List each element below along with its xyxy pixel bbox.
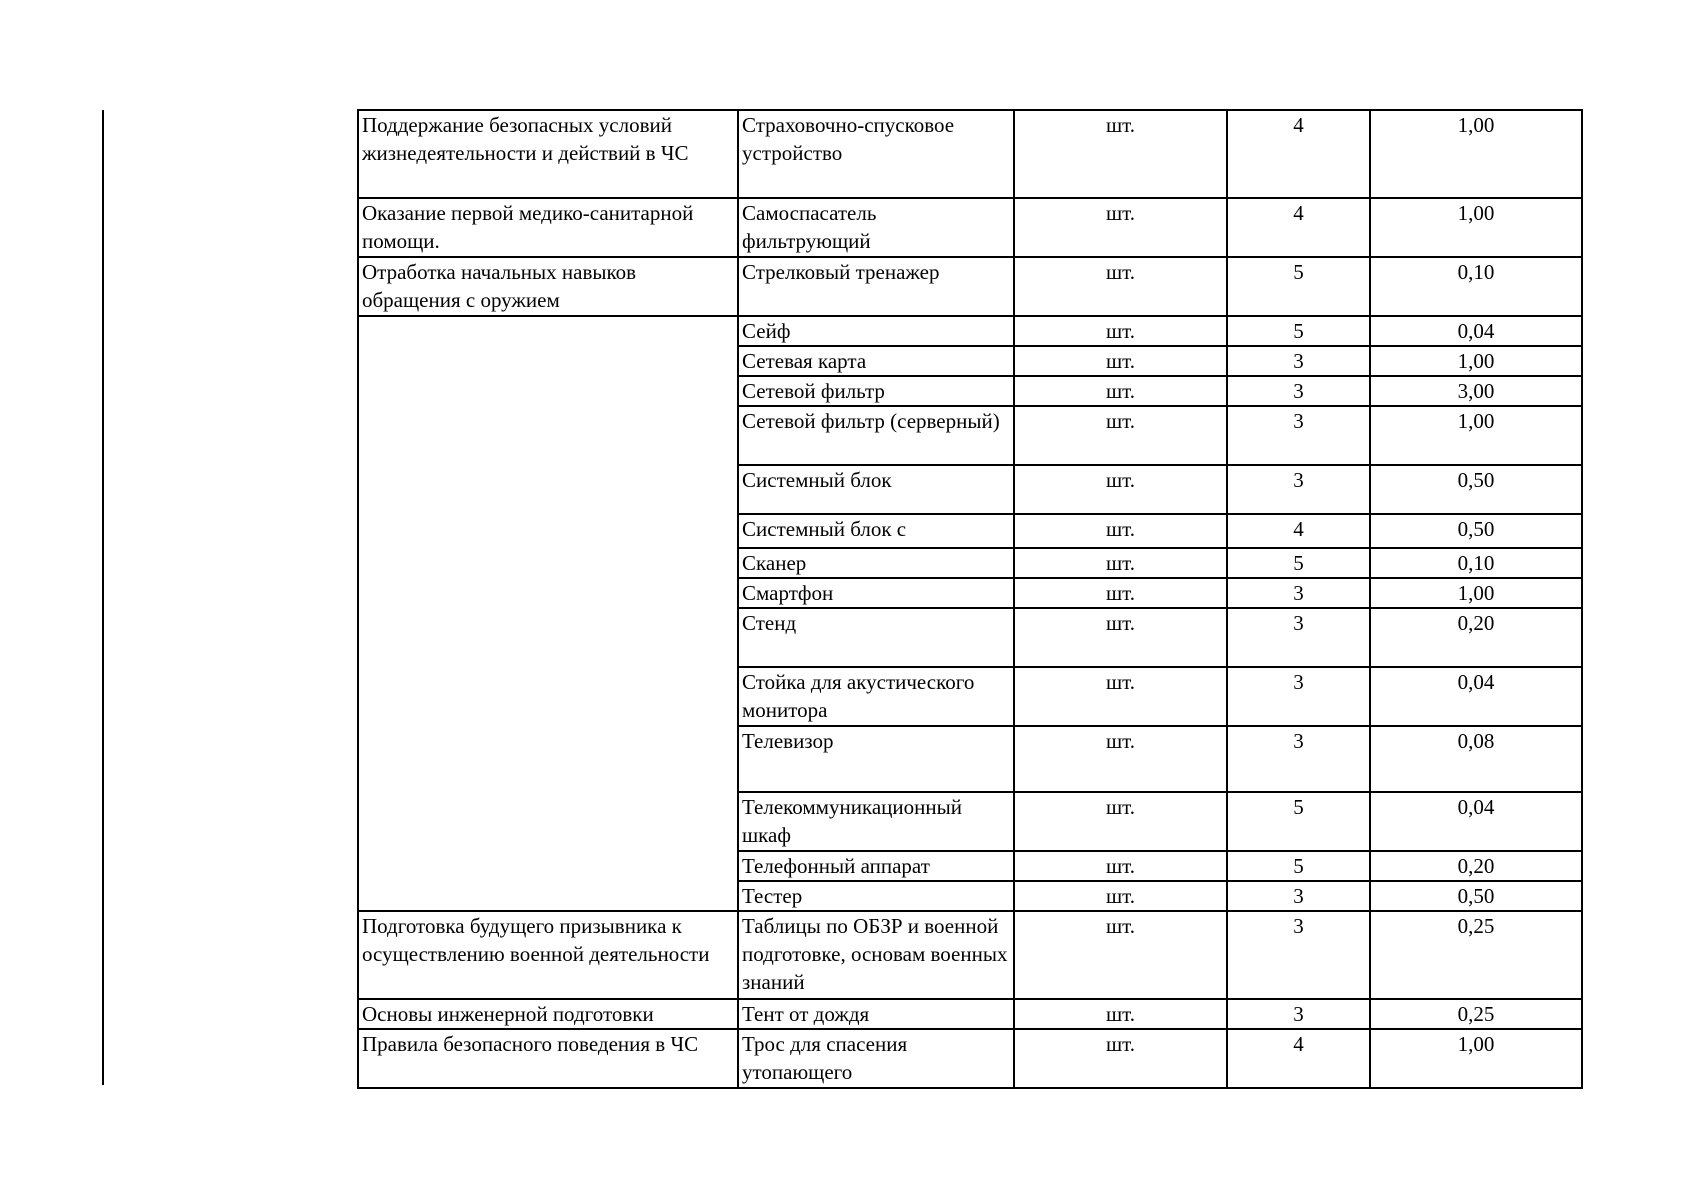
coefficient-cell: 3,00 bbox=[1370, 376, 1582, 406]
left-margin-line bbox=[102, 110, 104, 1085]
unit-cell: шт. bbox=[1014, 376, 1227, 406]
item-name-cell: Смартфон bbox=[738, 578, 1014, 608]
coefficient-cell: 1,00 bbox=[1370, 198, 1582, 257]
item-name-cell: Трос для спасения утопающего bbox=[738, 1029, 1014, 1088]
coefficient-cell: 0,25 bbox=[1370, 911, 1582, 999]
unit-cell: шт. bbox=[1014, 1029, 1227, 1088]
item-name-cell: Стенд bbox=[738, 608, 1014, 667]
table-row bbox=[358, 110, 1582, 198]
quantity-cell: 5 bbox=[1227, 851, 1370, 881]
quantity-cell: 3 bbox=[1227, 578, 1370, 608]
unit-cell: шт. bbox=[1014, 346, 1227, 376]
coefficient-cell: 0,50 bbox=[1370, 881, 1582, 911]
table-row bbox=[358, 1029, 1582, 1088]
unit-cell: шт. bbox=[1014, 608, 1227, 667]
coefficient-cell: 0,08 bbox=[1370, 726, 1582, 792]
quantity-cell: 3 bbox=[1227, 881, 1370, 911]
coefficient-cell: 0,04 bbox=[1370, 792, 1582, 851]
activity-cell: Поддержание безопасных условий жизнедеятельности и действий в ЧС bbox=[358, 110, 738, 198]
item-name-cell: Сетевой фильтр (серверный) bbox=[738, 406, 1014, 465]
quantity-cell: 5 bbox=[1227, 792, 1370, 851]
coefficient-cell: 0,20 bbox=[1370, 608, 1582, 667]
quantity-cell: 3 bbox=[1227, 465, 1370, 514]
unit-cell: шт. bbox=[1014, 667, 1227, 726]
unit-cell: шт. bbox=[1014, 999, 1227, 1029]
item-name-cell: Стойка для акустического монитора bbox=[738, 667, 1014, 726]
item-name-cell: Стрелковый тренажер bbox=[738, 257, 1014, 316]
unit-cell: шт. bbox=[1014, 578, 1227, 608]
coefficient-cell: 0,10 bbox=[1370, 257, 1582, 316]
item-name-cell: Системный блок bbox=[738, 465, 1014, 514]
unit-cell: шт. bbox=[1014, 851, 1227, 881]
quantity-cell: 5 bbox=[1227, 316, 1370, 346]
table-row bbox=[358, 198, 1582, 257]
equipment-table bbox=[357, 109, 1583, 1089]
quantity-cell: 4 bbox=[1227, 198, 1370, 257]
quantity-cell: 4 bbox=[1227, 1029, 1370, 1088]
item-name-cell: Страховочно-спусковое устройство bbox=[738, 110, 1014, 198]
item-name-cell: Системный блок с bbox=[738, 514, 1014, 548]
unit-cell: шт. bbox=[1014, 911, 1227, 999]
coefficient-cell: 0,25 bbox=[1370, 999, 1582, 1029]
activity-cell: Подготовка будущего призывника к осуществлению военной деятельности bbox=[358, 911, 738, 999]
coefficient-cell: 0,10 bbox=[1370, 548, 1582, 578]
quantity-cell: 5 bbox=[1227, 257, 1370, 316]
quantity-cell: 3 bbox=[1227, 346, 1370, 376]
activity-cell: Оказание первой медико-санитарной помощи. bbox=[358, 198, 738, 257]
coefficient-cell: 1,00 bbox=[1370, 406, 1582, 465]
unit-cell: шт. bbox=[1014, 316, 1227, 346]
item-name-cell: Телекоммуникационный шкаф bbox=[738, 792, 1014, 851]
table-row bbox=[358, 911, 1582, 999]
coefficient-cell: 0,50 bbox=[1370, 514, 1582, 548]
unit-cell: шт. bbox=[1014, 257, 1227, 316]
item-name-cell: Тестер bbox=[738, 881, 1014, 911]
item-name-cell: Сейф bbox=[738, 316, 1014, 346]
activity-cell: Отработка начальных навыков обращения с оружием bbox=[358, 257, 738, 316]
coefficient-cell: 1,00 bbox=[1370, 1029, 1582, 1088]
unit-cell: шт. bbox=[1014, 881, 1227, 911]
quantity-cell: 3 bbox=[1227, 608, 1370, 667]
table-row bbox=[358, 316, 1582, 346]
coefficient-cell: 0,04 bbox=[1370, 667, 1582, 726]
quantity-cell: 3 bbox=[1227, 911, 1370, 999]
unit-cell: шт. bbox=[1014, 110, 1227, 198]
quantity-cell: 3 bbox=[1227, 667, 1370, 726]
coefficient-cell: 1,00 bbox=[1370, 110, 1582, 198]
item-name-cell: Сетевая карта bbox=[738, 346, 1014, 376]
coefficient-cell: 0,50 bbox=[1370, 465, 1582, 514]
quantity-cell: 3 bbox=[1227, 406, 1370, 465]
coefficient-cell: 1,00 bbox=[1370, 578, 1582, 608]
item-name-cell: Сканер bbox=[738, 548, 1014, 578]
quantity-cell: 5 bbox=[1227, 548, 1370, 578]
item-name-cell: Самоспасатель фильтрующий bbox=[738, 198, 1014, 257]
unit-cell: шт. bbox=[1014, 514, 1227, 548]
item-name-cell: Телефонный аппарат bbox=[738, 851, 1014, 881]
quantity-cell: 4 bbox=[1227, 110, 1370, 198]
coefficient-cell: 0,20 bbox=[1370, 851, 1582, 881]
quantity-cell: 3 bbox=[1227, 376, 1370, 406]
unit-cell: шт. bbox=[1014, 465, 1227, 514]
coefficient-cell: 0,04 bbox=[1370, 316, 1582, 346]
coefficient-cell: 1,00 bbox=[1370, 346, 1582, 376]
item-name-cell: Сетевой фильтр bbox=[738, 376, 1014, 406]
activity-cell-empty bbox=[358, 316, 738, 911]
item-name-cell: Телевизор bbox=[738, 726, 1014, 792]
unit-cell: шт. bbox=[1014, 406, 1227, 465]
unit-cell: шт. bbox=[1014, 726, 1227, 792]
item-name-cell: Таблицы по ОБЗР и военной подготовке, основам военных знаний bbox=[738, 911, 1014, 999]
activity-cell: Основы инженерной подготовки bbox=[358, 999, 738, 1029]
quantity-cell: 4 bbox=[1227, 514, 1370, 548]
table-row bbox=[358, 999, 1582, 1029]
quantity-cell: 3 bbox=[1227, 726, 1370, 792]
quantity-cell: 3 bbox=[1227, 999, 1370, 1029]
table-row bbox=[358, 257, 1582, 316]
unit-cell: шт. bbox=[1014, 792, 1227, 851]
unit-cell: шт. bbox=[1014, 198, 1227, 257]
activity-cell: Правила безопасного поведения в ЧС bbox=[358, 1029, 738, 1088]
item-name-cell: Тент от дождя bbox=[738, 999, 1014, 1029]
unit-cell: шт. bbox=[1014, 548, 1227, 578]
